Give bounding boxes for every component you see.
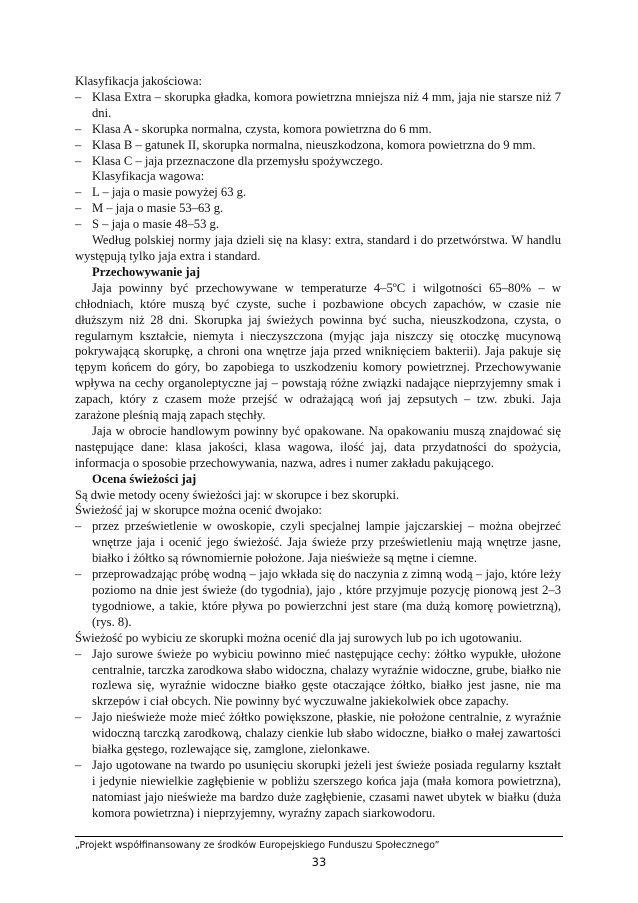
dash-bullet: – [75,710,82,725]
dash-bullet: – [75,519,82,534]
section-heading: Przechowywanie jaj [92,264,201,279]
list-item [75,710,561,758]
list-item-text: S – jaja o masie 48–53 g. [92,217,219,232]
list-item [75,567,561,631]
section-heading: Ocena świeżości jaj [92,471,197,486]
list-item-text: Jajo ugotowane na twardo po usunięciu skorupki jeżeli jest świeże posiada regularny kształt i jedynie niewielkie zagłębienie w pobliżu szerszego końca jaja (mała komora powietrzna), natomiast jajo nieświeże ma bardzo duże zagłębienie, czasami nawet ubytek w białku (duża komora powietrzna) i nieprzyjemny, wyraźny zapach siarkowodoru. [92,757,561,820]
paragraph: Są dwie metody oceny świeżości jaj: w skorupce i bez skorupki. [75,487,400,502]
paragraph: Świeżość jaj w skorupce można ocenić dwojako: [75,503,322,518]
page-footer [75,836,563,869]
document-body [75,74,561,822]
dash-bullet: – [75,757,82,772]
list-item-text: Klasa A - skorupka normalna, czysta, komora powietrzna do 6 mm. [92,121,432,136]
dash-bullet: – [75,217,82,232]
dash-bullet: – [75,646,82,661]
list-item [75,90,561,122]
list-item [75,217,561,233]
paragraph: Jaja powinny być przechowywane w temperaturze 4–5ºC i wilgotności 65–80% – w chłodniach, które muszą być czyste, suche i pozbawione obcych zapachów, w czasie nie dłuższym niż 28 dni. Skorupka jaj świeżych powinna być sucha, nieuszkodzona, czysta, o regularnym kształcie, niemyta i nieczyszczona (myjąc jaja niszczy się otoczkę mucynową pokrywającą skorupkę, a chroni ona wnętrze jaja przed wniknięciem bakterii). Jaja pakuje się tępym końcem do góry, bo zapobiega to uszkodzeniu komory powietrznej. Przechowywanie wpływa na cechy organoleptyczne jaj – powstają różne związki nadające nieprzyjemny smak i zapach, który z czasem może przejść w odrażającą woń jaj zepsutych – tzw. zbuki. Jaja zarażone pleśnią mają zapach stęchły. [75,280,561,423]
dash-bullet: – [75,567,82,582]
paragraph: Klasyfikacja wagowa: [92,169,205,184]
funding-note: „Projekt współfinansowany ze środków Europejskiego Funduszu Społecznego” [75,840,440,851]
page-number: 33 [311,855,327,869]
list-item [75,138,561,154]
dash-bullet: – [75,137,82,152]
list-item [75,647,561,711]
dash-bullet: – [75,185,82,200]
paragraph: Według polskiej normy jaja dzieli się na klasy: extra, standard i do przetwórstwa. W handlu występują tylko jaja extra i standard. [75,233,561,263]
list-item [75,122,561,138]
dash-bullet: – [75,89,82,104]
list-item [75,519,561,567]
list-item-text: Klasa Extra – skorupka gładka, komora powietrzna mniejsza niż 4 mm, jaja nie starsze niż 7 dni. [92,89,561,120]
dash-bullet: – [75,121,82,136]
paragraph: Jaja w obrocie handlowym powinny być opakowane. Na opakowaniu muszą znajdować się następujące dane: klasa jakości, klasa wagowa, ilość jaj, data przydatności do spożycia, informacja o sposobie przechowywania, nazwa, adres i numer zakładu pakującego. [75,423,561,470]
dash-bullet: – [75,153,82,168]
paragraph: Świeżość po wybiciu ze skorupki można ocenić dla jaj surowych lub po ich ugotowaniu. [75,630,522,645]
list-item [75,201,561,217]
list-item-text: Jajo nieświeże może mieć żółtko powiększone, płaskie, nie położone centralnie, z wyraźnie widoczną tarczką zarodkową, chalazy cienkie lub słabo widoczne, białko o małej zawartości białka gęstego, rozlewające się, zamglone, zielonkawe. [92,710,561,757]
list-item [75,758,561,822]
list-item-text: Klasa B – gatunek II, skorupka normalna, nieuszkodzona, komora powietrzna do 9 mm. [92,137,536,152]
list-item-text: przez prześwietlenie w owoskopie, czyli specjalnej lampie jajczarskiej – można obejrzeć wnętrze jaja i ocenić jego świeżość. Jaja świeże przy prześwietleniu mają wnętrze jasne, białko i żółtko są równomiernie położone. Jaja nieświeże są mętne i ciemne. [92,519,561,566]
paragraph: Klasyfikacja jakościowa: [75,74,202,88]
list-item [75,185,561,201]
list-item-text: Klasa C – jaja przeznaczone dla przemysłu spożywczego. [92,153,383,168]
list-item-text: przeprowadzając próbę wodną – jajo wkłada się do naczynia z zimną wodą – jajo, które leży poziomo na dnie jest świeże (do tygodnia), jajo , które przyjmuje pozycję pionową jest 2–3 tygodniowe, a takie, które pływa po powierzchni jest stare (ma dużą komorę powietrzną), (rys. 8). [92,567,561,629]
list-item-text: Jajo surowe świeże po wybiciu powinno mieć następujące cechy: żółtko wypukłe, ułożone centralnie, tarczka zarodkowa słabo widoczna, chalazy wyraźnie widoczne, grube, białko nie rozlewa się, wyraźnie widoczne białko gęste otaczające żółtko, białko jest jasne, nie ma skrzepów i ciał obcych. Nie powinny być wyczuwalne jakiekolwiek obce zapachy. [92,646,561,709]
list-item [75,154,561,170]
list-item-text: M – jaja o masie 53–63 g. [92,201,224,216]
list-item-text: L – jaja o masie powyżej 63 g. [92,185,247,200]
dash-bullet: – [75,201,82,216]
